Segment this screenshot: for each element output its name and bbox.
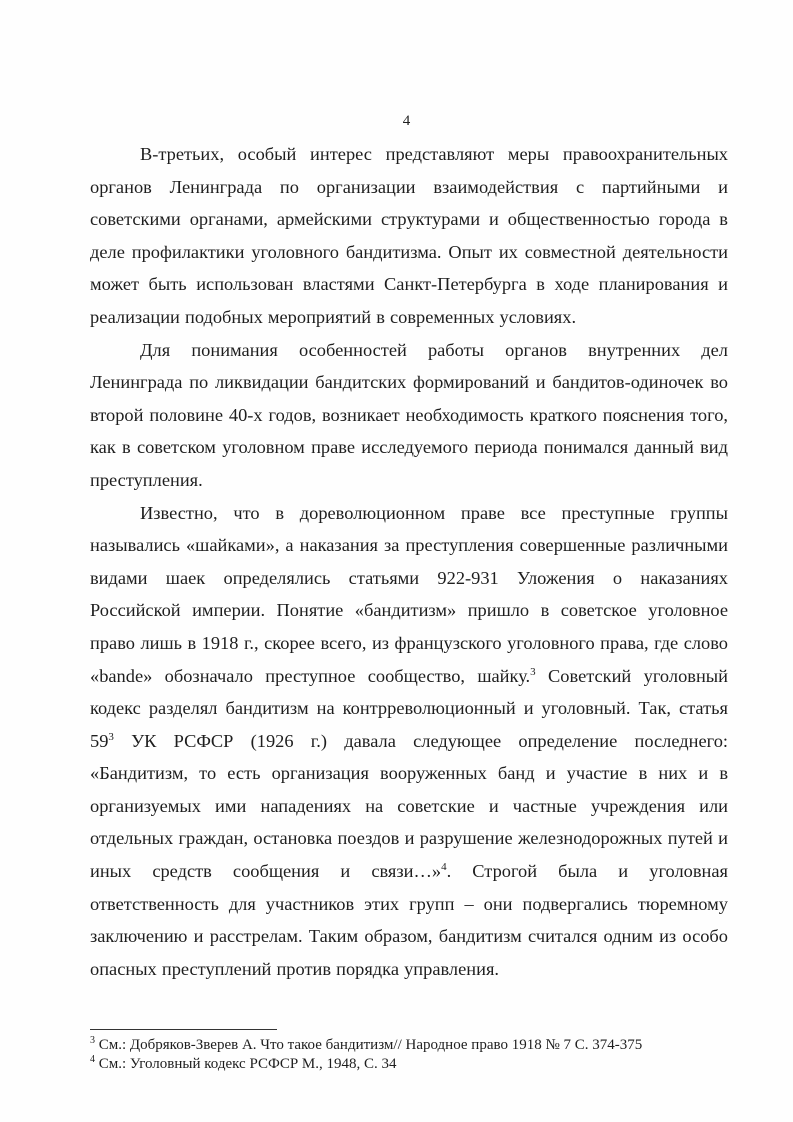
footnote-divider [90,1029,277,1030]
footnote-ref-4[interactable]: 4 [441,860,447,873]
paragraph-3-part-4: . Строгой была и уголовная ответственность для участников этих групп – они подвергались тюремному заключению и расстрелам. Таким образом, бандитизм считался одним из особо опасных преступлений против порядка управления. [90,861,728,979]
body-text [90,138,728,985]
article-superscript: 3 [108,730,114,743]
paragraph-3-part-2: Советский уголовный кодекс разделял бандитизм на контрреволюционный и уголовный. Так, статья 59 [90,665,728,751]
footnote-text: См.: Уголовный кодекс РСФСР М., 1948, С. 34 [95,1056,397,1072]
footnote-text: См.: Добряков-Зверев А. Что такое бандитизм// Народное право 1918 № 7 С. 374-375 [95,1037,643,1053]
footnote-3 [90,1036,730,1055]
footnote-number: 4 [90,1054,95,1065]
footnote-ref-3[interactable]: 3 [530,665,536,678]
footnotes [90,1036,730,1074]
paragraph-1: В-третьих, особый интерес представляют меры правоохранительных органов Ленинграда по организации взаимодействия с партийными и советскими органами, армейскими структурами и общественностью города в деле профилактики уголовного бандитизма. Опыт их совместной деятельности может быть использован властями Санкт-Петербурга в ходе планирования и реализации подобных мероприятий в современных условиях. [90,144,728,327]
paragraph-2: Для понимания особенностей работы органов внутренних дел Ленинграда по ликвидации бандитских формирований и бандитов-одиночек во второй половине 40-х годов, возникает необходимость краткого пояснения того, как в советском уголовном праве исследуемого периода понимался данный вид преступления. [90,339,728,490]
footnote-number: 3 [90,1035,95,1046]
paragraph-3-part-1: Известно, что в дореволюционном праве все преступные группы назывались «шайками», а наказания за преступления совершенные различными видами шаек определялись статьями 922-931 Уложения о наказаниях Российской империи. Понятие «бандитизм» пришло в советское уголовное право лишь в 1918 г., скорее всего, из французского уголовного права, где слово «bande» обозначало преступное сообщество, шайку. [90,502,728,686]
footnote-4 [90,1055,730,1074]
page-number: 4 [402,113,411,129]
paragraph-3-part-3: УК РСФСР (1926 г.) давала следующее определение последнего: «Бандитизм, то есть организация вооруженных банд и участие в них и в организуемых ими нападениях на советские и частные учреждения или отдельных граждан, остановка поездов и разрушение железнодорожных путей и иных средств сообщения и связи…» [90,730,728,882]
paragraph-3 [90,497,728,986]
